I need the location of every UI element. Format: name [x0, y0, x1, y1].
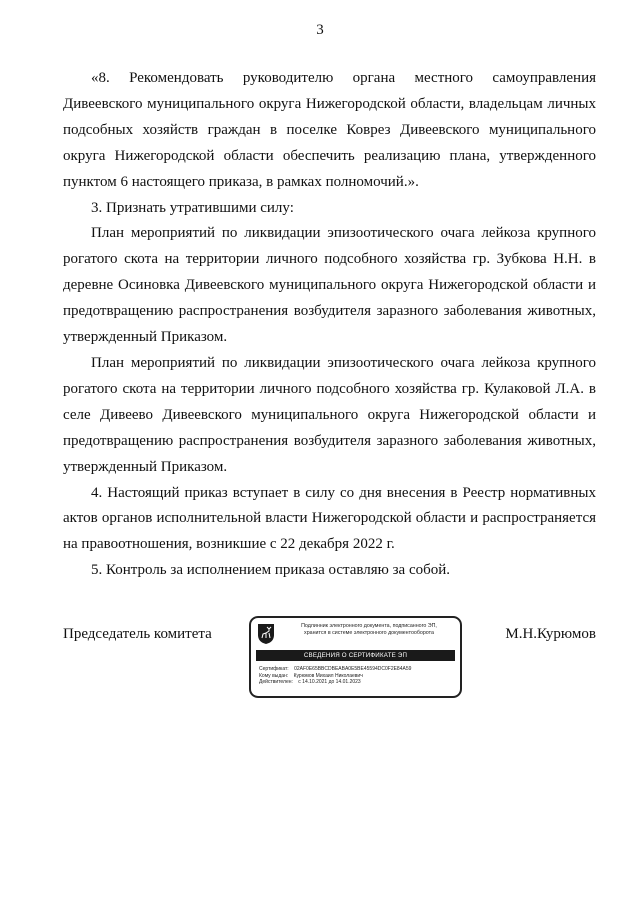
paragraph-plan-zubkov: План мероприятий по ликвидации эпизоотического очага лейкоза крупного рогатого скота на территории личного подсобного хозяйства гр. Зубкова Н.Н. в деревне Осиновка Дивеевского муниципального округа Нижегородской области и предотвращению распространения возбудителя заразного заболевания животных, утвержденный Приказом. [63, 225, 596, 346]
paragraph-item-5: 5. Контроль за исполнением приказа оставляю за собой. [91, 562, 451, 579]
issued-to-value: Курюмов Михаил Николаевич [293, 672, 363, 679]
certificate-value: 02AF0E65BBCDBEABA0E5BE45594DC0F2E84A59 [294, 666, 412, 672]
signer-name: М.Н.Курюмов [505, 626, 596, 642]
certificate-details [259, 666, 459, 686]
document-body [63, 66, 596, 584]
valid-label: Действителен: [259, 679, 293, 686]
valid-value: с 14.10.2021 до 14.01.2023 [298, 679, 361, 686]
paragraph-item-4: 4. Настоящий приказ вступает в силу со дня внесения в Реестр нормативных актов органов исполнительной власти Нижегородской области и распространяется на правоотношения, возникшие с 22 декабря 2022 г. [63, 484, 596, 553]
signer-title: Председатель комитета [63, 626, 212, 642]
paragraph-plan-kulakova: План мероприятий по ликвидации эпизоотического очага лейкоза крупного рогатого скота на территории личного подсобного хозяйства гр. Кулаковой Л.А. в селе Дивеево Дивеевского муниципального округа Нижегородской области и предотвращению распространения возбудителя заразного заболевания животных, утвержденный Приказом. [63, 354, 596, 475]
signature-block [63, 612, 596, 702]
issued-to-label: Кому выдан: [259, 672, 289, 679]
electronic-signature-stamp [249, 616, 462, 698]
paragraph-item-8: «8. Рекомендовать руководителю органа местного самоуправления Дивеевского муниципального округа Нижегородской области, владельцам личных подсобных хозяйств граждан в поселке Коврез Дивеевского муниципального округа Нижегородской области обеспечить реализацию плана, утвержденного пунктом 6 настоящего приказа, в рамках полномочий.». [63, 70, 596, 190]
stamp-note-line-1: Подлинник электронного документа, подписанного ЭП, [301, 623, 437, 629]
stamp-note [281, 623, 457, 636]
stamp-note-line-2: хранится в системе электронного документооборота [304, 629, 434, 636]
page-number: 3 [316, 22, 324, 38]
certificate-label: Сертификат: [259, 666, 289, 672]
nizhny-novgorod-deer-emblem-icon [257, 623, 275, 645]
paragraph-item-3-heading: 3. Признать утратившими силу: [91, 199, 294, 216]
certificate-banner: СВЕДЕНИЯ О СЕРТИФИКАТЕ ЭП [256, 650, 455, 661]
